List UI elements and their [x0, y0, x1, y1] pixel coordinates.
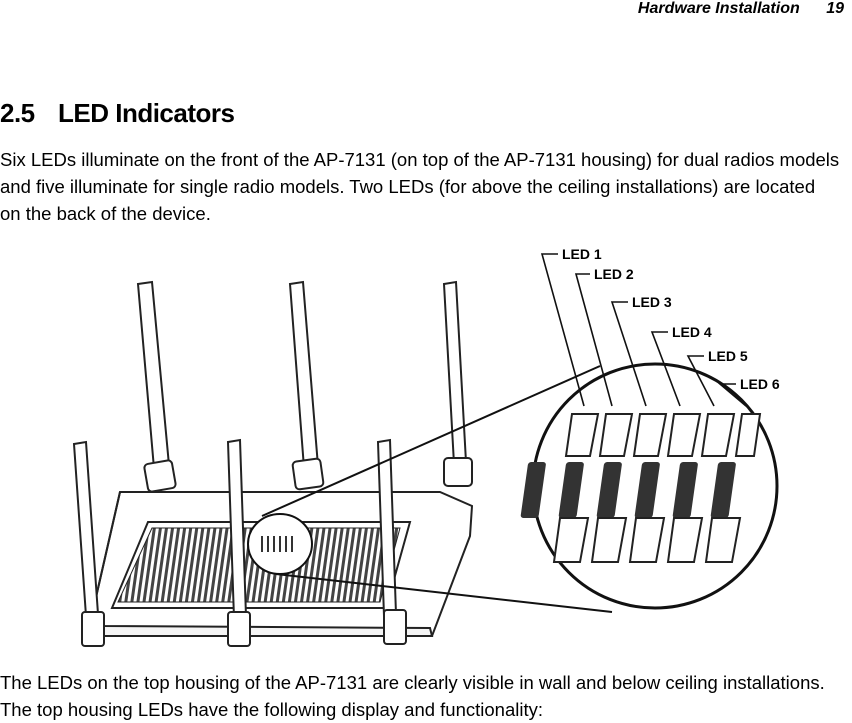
led-2-label: LED 2: [594, 266, 634, 282]
section-title-text: LED Indicators: [58, 98, 235, 128]
led-1-label: LED 1: [562, 246, 602, 262]
section-heading: [0, 98, 234, 129]
access-point-illustration: [0, 236, 852, 656]
led-5-label: LED 5: [708, 348, 748, 364]
led-area-circle: [248, 514, 312, 574]
led-6-label: LED 6: [740, 376, 780, 392]
led-4-label: LED 4: [672, 324, 712, 340]
led-figure: [0, 236, 852, 656]
page-number: 19: [826, 0, 844, 17]
running-header: [638, 0, 844, 18]
followup-paragraph: The LEDs on the top housing of the AP-7131 are clearly visible in wall and below ceiling installations. The top housing LEDs have the following display and functionality:: [0, 672, 825, 720]
header-section-title: Hardware Installation: [637, 0, 800, 17]
intro-paragraph: Six LEDs illuminate on the front of the AP-7131 (on top of the AP-7131 housing) for dual radios models and five illuminate for single radio models. Two LEDs (for above the ceiling installations) are located on the back of the device.: [0, 149, 840, 224]
section-number: 2.5: [0, 98, 35, 128]
led-3-label: LED 3: [632, 294, 672, 310]
